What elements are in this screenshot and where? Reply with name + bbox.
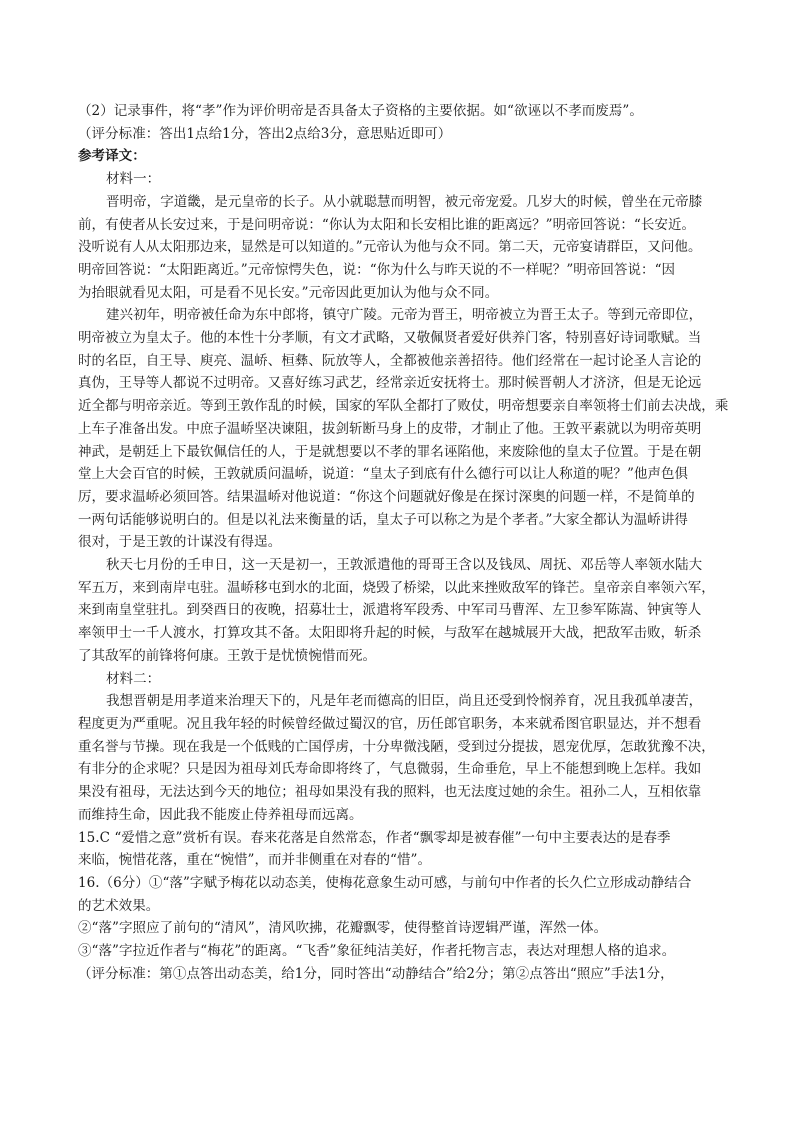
text-line: 神武，是朝廷上下最钦佩信任的人，于是就想要以不孝的罪名诬陷他，来废除他的皇太子位置。于是在朝 [78, 443, 702, 460]
text-line: 很对，于是王敦的计谋没有得逞。 [78, 534, 282, 551]
text-line: 秋天七月份的壬申日，这一天是初一，王敦派遣他的哥哥王含以及钱凤、周抚、邓岳等人率领水陆大 [106, 557, 703, 574]
text-line: 真伪，王导等人都说不过明帝。又喜好练习武艺，经常亲近安抚将士。那时候晋朝人才济济，但是无论远 [78, 375, 702, 392]
question-16-point-2: ②“落”字照应了前句的“清风”，清风吹拂，花瓣飘零，使得整首诗逻辑严谨，浑然一体。 [78, 920, 608, 937]
text-line: 为抬眼就看见太阳，可是看不见长安。”元帝因此更加认为他与众不同。 [78, 284, 499, 301]
translation-heading: 参考译文： [78, 148, 146, 165]
text-line: 堂上大会百官的时候，王敦就质问温峤，说道：“皇太子到底有什么德行可以让人称道的呢？”他声色俱 [78, 466, 689, 483]
question-15-answer-cont: 来临，惋惜花落，重在“惋惜”，而并非侧重在对春的“惜”。 [78, 852, 432, 869]
text-line: 晋明帝，字道畿，是元皇帝的长子。从小就聪慧而明智，被元帝宠爱。几岁大的时候，曾坐在元帝膝 [106, 193, 703, 210]
text-line: 军五万，来到南岸屯驻。温峤移屯到水的北面，烧毁了桥梁，以此来挫败敌军的锋芒。皇帝亲自率领六军， [78, 579, 715, 596]
text-line: 建兴初年，明帝被任命为东中郎将，镇守广陵。元帝为晋王，明帝被立为晋王太子。等到元帝即位， [106, 307, 703, 324]
question-16-answer-cont: 的艺术效果。 [78, 897, 160, 914]
text-line: 果没有祖母，无法达到今天的地位；祖母如果没有我的照料，也无法度过她的余生。祖孙二人，互相依靠 [78, 784, 702, 801]
scoring-note: （评分标准：答出1点给1分，答出2点给3分，意思贴近即可） [78, 125, 452, 142]
text-line: 明帝被立为皇太子。他的本性十分孝顺，有文才武略，又敬佩贤者爱好供养门客，特别喜好诗词歌赋。当 [78, 330, 702, 347]
question-16-scoring: （评分标准：第①点答出动态美，给1分，同时答出“动静结合”给2分；第②点答出“照应”手法1分， [78, 965, 674, 982]
text-line: 前，有使者从长安过来，于是问明帝说：“你认为太阳和长安相比谁的距离远？”明帝回答说：“长安近。 [78, 216, 696, 233]
text-line: 近全都与明帝亲近。等到王敦作乱的时候，国家的军队全都打了败仗，明帝想要亲自率领将士们前去决战，乘 [78, 398, 729, 415]
question-16-answer: 16.（6分）①“落”字赋予梅花以动态美，使梅花意象生动可感，与前句中作者的长久伫立形成动静结合 [78, 874, 692, 891]
text-line: 有非分的企求呢？只是因为祖母刘氏寿命即将终了，气息微弱，生命垂危，早上不能想到晚上怎样。我如 [78, 761, 702, 778]
material-1-label: 材料一： [106, 171, 161, 188]
text-line: 程度更为严重呢。况且我年轻的时候曾经做过蜀汉的官，历任郎官职务，本来就希图官职显达，并不想看 [78, 715, 702, 732]
text-line: 而维持生命，因此我不能废止侍养祖母而远离。 [78, 806, 363, 823]
text-line: 一两句话能够说明白的。但是以礼法来衡量的话，皇太子可以称之为是个孝者。”大家全都认为温峤讲得 [78, 511, 688, 528]
question-15-answer: 15.C “爱惜之意”赏析有误。春来花落是自然常态，作者“飘零却是被春催”一句中主要表达的是春季 [78, 829, 671, 846]
answer-item-2: （2）记录事件，将“孝”作为评价明帝是否具备太子资格的主要依据。如“欲诬以不孝而废焉”。 [78, 103, 643, 119]
text-line: 没听说有人从太阳那边来，显然是可以知道的。”元帝认为他与众不同。第二天，元帝宴请群臣，又问他。 [78, 239, 702, 256]
text-line: 了其敌军的前锋将何康。王敦于是忧愤惋惜而死。 [78, 647, 377, 664]
text-line: 厉，要求温峤必须回答。结果温峤对他说道：“你这个问题就好像是在探讨深奥的问题一样，不是简单的 [78, 488, 695, 505]
material-2-label: 材料二： [106, 670, 161, 687]
question-16-point-3: ③“落”字拉近作者与“梅花”的距离。“飞香”象征纯洁美好，作者托物言志，表达对理想人格的追求。 [78, 943, 676, 960]
text-line: 明帝回答说：“太阳距离近。”元帝惊愕失色，说：“你为什么与昨天说的不一样呢？”明帝回答说：“因 [78, 261, 676, 278]
text-line: 来到南皇堂驻扎。到癸酉日的夜晚，招募壮士，派遣将军段秀、中军司马曹浑、左卫参军陈嵩、钟寅等人 [78, 602, 702, 619]
text-line: 上车子准备出发。中庶子温峤坚决谏阻，拔剑斩断马身上的皮带，才制止了他。王敦平素就以为明帝英明 [78, 420, 702, 437]
text-line: 重名誉与节操。现在我是一个低贱的亡国俘虏，十分卑微浅陋，受到过分提拔，恩宠优厚，怎敢犹豫不决， [78, 738, 715, 755]
text-line: 时的名臣，自王导、庾亮、温峤、桓彝、阮放等人，全都被他亲善招待。他们经常在一起讨论圣人言论的 [78, 352, 702, 369]
text-line: 率领甲士一千人渡水，打算攻其不备。太阳即将升起的时候，与敌军在越城展开大战，把敌军击败，斩杀 [78, 625, 702, 642]
text-line: 我想晋朝是用孝道来治理天下的，凡是年老而德高的旧臣，尚且还受到怜悯养育，况且我孤单凄苦， [106, 693, 703, 710]
